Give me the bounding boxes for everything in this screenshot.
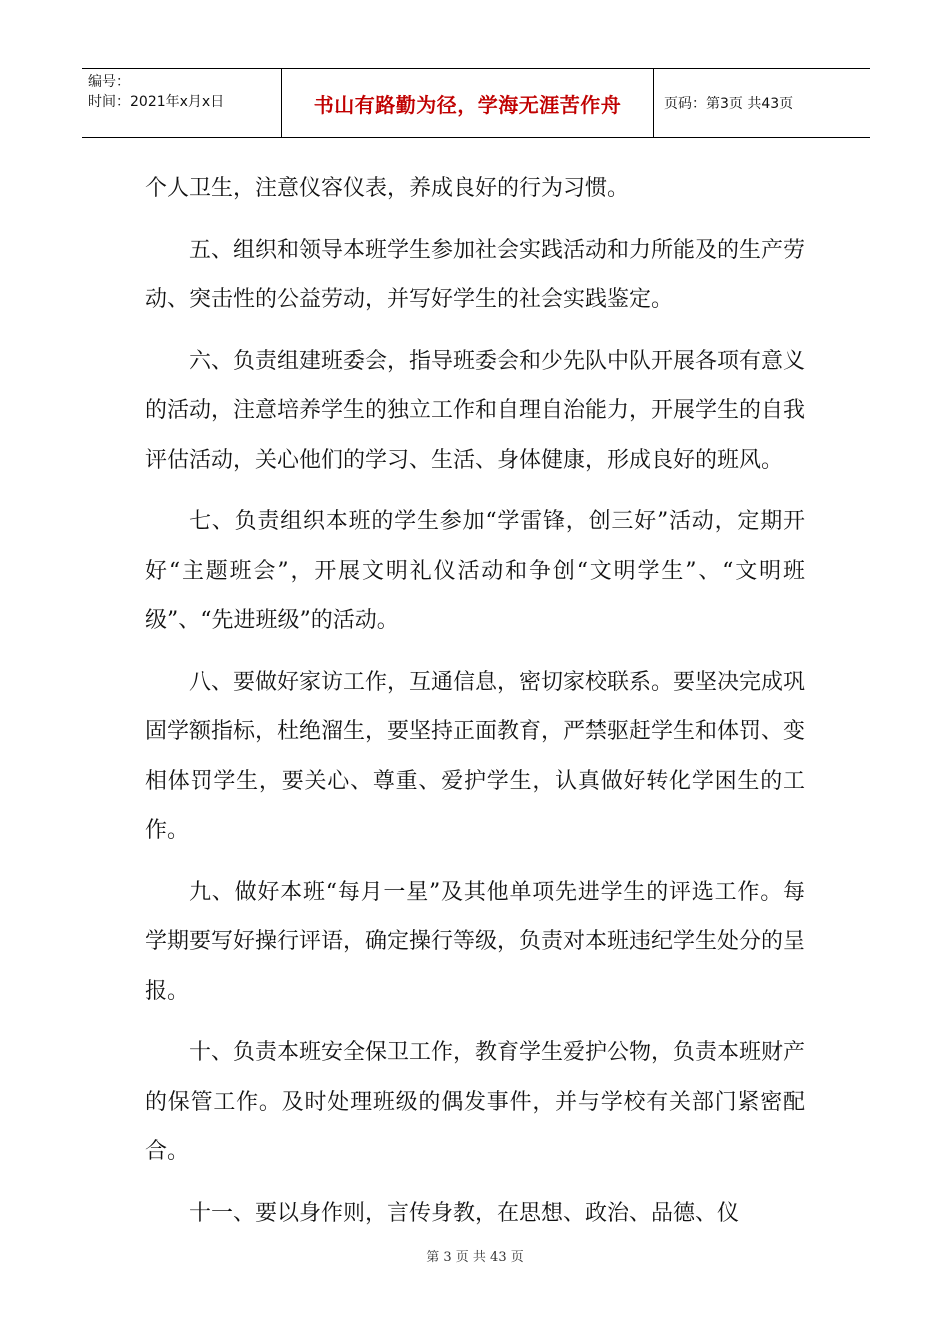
paragraph: 六、负责组建班委会，指导班委会和少先队中队开展各项有意义的活动，注意培养学生的独立工作和自理自治能力，开展学生的自我评估活动，关心他们的学习、生活、身体健康，形成良好的班风。 [145,348,806,473]
header-page-info: 页码：第3页 共43页 [664,96,794,112]
paragraph: 八、要做好家访工作，互通信息，密切家校联系。要坚决完成巩固学额指标，杜绝溜生，要坚持正面教育，严禁驱赶学生和体罚、变相体罚学生，要关心、尊重、爱护学生，认真做好转化学困生的工作。 [145,669,806,843]
page-footer: 第 3 页 共 43 页 [426,1250,524,1265]
paragraph: 五、组织和领导本班学生参加社会实践活动和力所能及的生产劳动、突击性的公益劳动，并写好学生的社会实践鉴定。 [145,237,806,312]
header-motto: 书山有路勤为径，学海无涯苦作舟 [282,69,654,137]
document-number-label: 编号： [88,74,130,90]
paragraph: 七、负责组织本班的学生参加“学雷锋，创三好”活动，定期开好“主题班会”，开展文明礼仪活动和争创“文明学生”、“文明班级”、“先进班级”的活动。 [145,509,805,633]
document-date: 时间：2021年x月x日 [88,94,225,110]
document-header [82,68,870,138]
header-meta [82,69,282,137]
paragraph: 九、做好本班“每月一星”及其他单项先进学生的评选工作。每学期要写好操行评语，确定操行等级，负责对本班违纪学生处分的呈报。 [145,879,806,1004]
paragraph: 十、负责本班安全保卫工作，教育学生爱护公物，负责本班财产的保管工作。及时处理班级的偶发事件，并与学校有关部门紧密配合。 [145,1040,806,1164]
document-body [145,164,805,1250]
paragraph: 个人卫生，注意仪容仪表，养成良好的行为习惯。 [145,176,630,201]
paragraph: 十一、要以身作则，言传身教，在思想、政治、品德、仪 [189,1200,740,1226]
